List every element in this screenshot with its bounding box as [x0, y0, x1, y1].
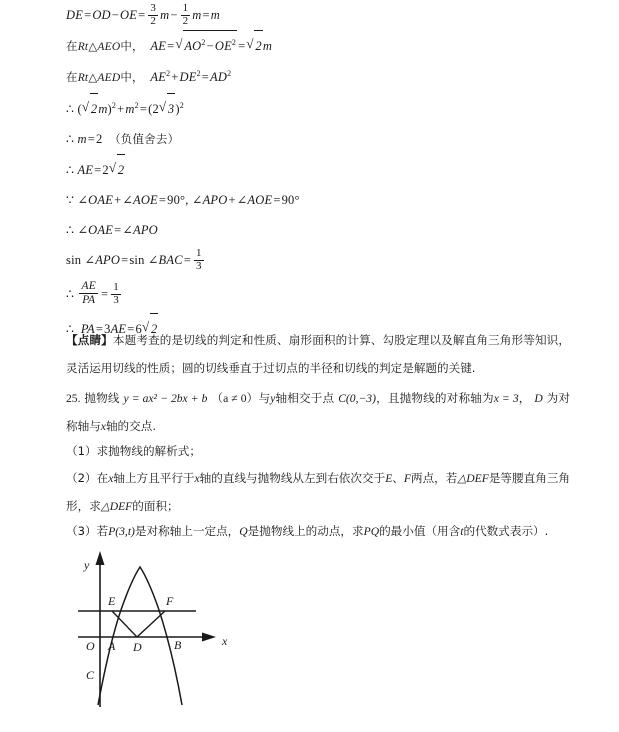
prefix-zai-2: 在	[66, 70, 78, 84]
figure-svg	[70, 545, 310, 725]
question-condition: （a ≠ 0）	[211, 392, 259, 405]
part-2-point-f: F	[403, 472, 411, 485]
label-y: y	[84, 558, 90, 572]
parabola-curve	[98, 567, 182, 705]
solution-line-m-value: ∴ m=2 （负值舍去）	[66, 132, 180, 146]
part-2-triangle-def: △DEF	[457, 472, 489, 485]
mid-zhong-2: 中，	[120, 70, 144, 84]
part-3-text-d: 的最小值（用含	[379, 524, 461, 538]
part-2-var-x2: x	[194, 472, 200, 485]
part-2-text-d: 两点，若	[410, 471, 458, 485]
part-3-text-e: 的代数式表示）.	[463, 524, 549, 538]
part-2-point-e: E	[385, 472, 393, 485]
question-25	[66, 385, 570, 440]
part-2-triangle-def-2: △DEF	[100, 499, 133, 513]
note-negative-discard: （负值舍去）	[109, 132, 180, 146]
part-3-segment-pq: PQ	[363, 525, 380, 538]
sqrt-3: √ 3	[159, 93, 175, 124]
mid-zhong: 中，	[120, 39, 144, 53]
segment-df	[137, 611, 165, 637]
sqrt-ao2-minus-oe2: √ $AO^2-OE^2$	[175, 30, 237, 61]
therefore-symbol-4: ∴	[66, 223, 75, 237]
question-stem-2: 与	[258, 391, 271, 405]
part-3-text-c: 是抛物线上的动点，求	[247, 524, 364, 538]
sqrt-2-c: √ 2	[109, 154, 125, 185]
sin-function: sin	[66, 253, 82, 267]
point-c: C(0,−3)	[338, 392, 376, 405]
tip-label: 【点睛】	[66, 333, 113, 347]
expr-de: DE	[66, 8, 84, 22]
sqrt-2: √ 2	[246, 30, 262, 61]
solution-line-ratio: ∴ $\frac{AE}{PA}$ = $\frac{1}{3}$	[66, 280, 119, 306]
solution-line-ae-value: ∴ AE=2 √ 2	[66, 154, 572, 185]
solution-line-pa-value: ∴ PA=3AE=6 √ 2	[66, 313, 572, 344]
prefix-zai: 在	[66, 39, 78, 53]
part-2-text-a: 在	[96, 471, 109, 485]
part-2-text-f: 的面积；	[132, 498, 179, 513]
sub-question-1	[66, 438, 570, 466]
part-1-text: 求抛物线的解析式；	[96, 444, 201, 458]
sqrt-2-d: √ 2	[142, 313, 158, 344]
part-2-sep: 、	[392, 471, 404, 485]
part-3-var-t: t	[460, 525, 464, 538]
question-number: 25.	[66, 392, 81, 405]
because-symbol: ∵	[66, 193, 75, 207]
question-stem-6: 为对称轴与	[66, 391, 571, 433]
solution-block	[66, 0, 572, 344]
axis-equation: x = 3	[493, 392, 519, 405]
sub-question-2	[66, 465, 570, 520]
question-stem-4: ，且抛物线的对称轴为	[375, 391, 494, 405]
therefore-symbol: ∴	[66, 102, 75, 116]
solution-line-substitute: ∴ ( √ $2m)^2+m^2=(2$ √ 3)$^2$	[66, 93, 572, 124]
solution-line-angle-sums: ∵ ∠OAE+∠AOE=90°, ∠APO+∠AOE=90°	[66, 193, 300, 207]
therefore-symbol-5: ∴	[66, 287, 75, 301]
question-stem-7: 轴的交点.	[105, 418, 157, 433]
solution-line-rt-aeo: 在Rt△AEO中， AE= √ $AO^2-OE^2$ = √ 2m	[66, 30, 572, 62]
part-3-text-a: 若	[96, 524, 109, 538]
sub-question-3	[66, 518, 570, 546]
fraction-ae-pa: $\frac{AE}{PA}$	[81, 280, 96, 306]
therefore-symbol-3: ∴	[66, 163, 75, 177]
question-stem-5: ，	[518, 391, 531, 405]
question-stem-1: 抛物线	[84, 391, 120, 405]
tip-body: 本题考查的是切线的判定和性质、扇形面积的计算、勾股定理以及解直角三角形等知识，灵活运用切线的性质；圆的切线垂直于过切点的半径和切线的判定是解题的关键.	[66, 333, 570, 375]
triangle-rt-aeo: Rt△AEO	[77, 41, 121, 53]
axis-x-label: x	[100, 419, 106, 433]
axis-y-label: y	[270, 392, 276, 405]
parabola-figure	[70, 545, 310, 725]
part-2-var-x: x	[108, 472, 114, 485]
part-2-text-b: 轴上方且平行于	[113, 471, 195, 485]
label-origin-o: O	[86, 639, 95, 653]
solution-line-rt-aed: 在Rt△AED中， $AE^2+DE^2=AD^2$	[66, 68, 232, 84]
therefore-symbol-2: ∴	[66, 132, 75, 146]
part-3-marker: （3）	[66, 524, 97, 538]
fraction-3-2: $\frac{3}{2}$	[150, 1, 157, 27]
triangle-rt-aed: Rt△AED	[77, 72, 121, 84]
part-1-marker: （1）	[66, 444, 97, 458]
label-point-b: B	[174, 638, 182, 652]
part-2-marker: （2）	[66, 471, 97, 485]
label-point-e: E	[108, 594, 116, 608]
label-x: x	[222, 634, 228, 648]
therefore-symbol-6: ∴	[66, 322, 75, 336]
x-axis	[78, 633, 216, 642]
tip-paragraph	[66, 327, 570, 382]
fraction-1-3-b: $\frac{1}{3}$	[113, 280, 119, 306]
label-point-a: A	[108, 639, 116, 653]
y-axis	[96, 551, 105, 707]
sqrt-2-b: √ 2	[82, 93, 98, 124]
question-stem-3: 轴相交于点	[275, 391, 335, 405]
label-point-c: C	[86, 668, 95, 682]
label-point-d: D	[133, 640, 142, 654]
part-3-point-q: Q	[239, 525, 248, 538]
fraction-1-2: $\frac{1}{2}$	[182, 1, 189, 27]
solution-line-equal-angles: ∴ ∠OAE=∠APO	[66, 223, 158, 237]
part-2-text-c: 轴的直线与抛物线从左到右依次交于	[199, 471, 386, 485]
question-equation: y = ax² − 2bx + b	[123, 392, 208, 405]
solution-line-sine: sin ∠APO=sin ∠BAC= $\frac{1}{3}$	[66, 246, 202, 272]
part-3-point-p: P(3,t)	[108, 525, 135, 538]
fraction-1-3: $\frac{1}{3}$	[196, 246, 202, 272]
point-d: D	[534, 392, 543, 405]
segment-ed	[112, 611, 137, 637]
part-3-text-b: 是对称轴上一定点，	[134, 524, 240, 538]
label-point-f: F	[166, 594, 174, 608]
solution-line-de: DE=OD−OE= $\frac{3}{2}$ m− $\frac{1}{2}$ m=m	[66, 1, 220, 27]
part-2-text-e: 是等腰直角三角形，求	[66, 471, 570, 513]
